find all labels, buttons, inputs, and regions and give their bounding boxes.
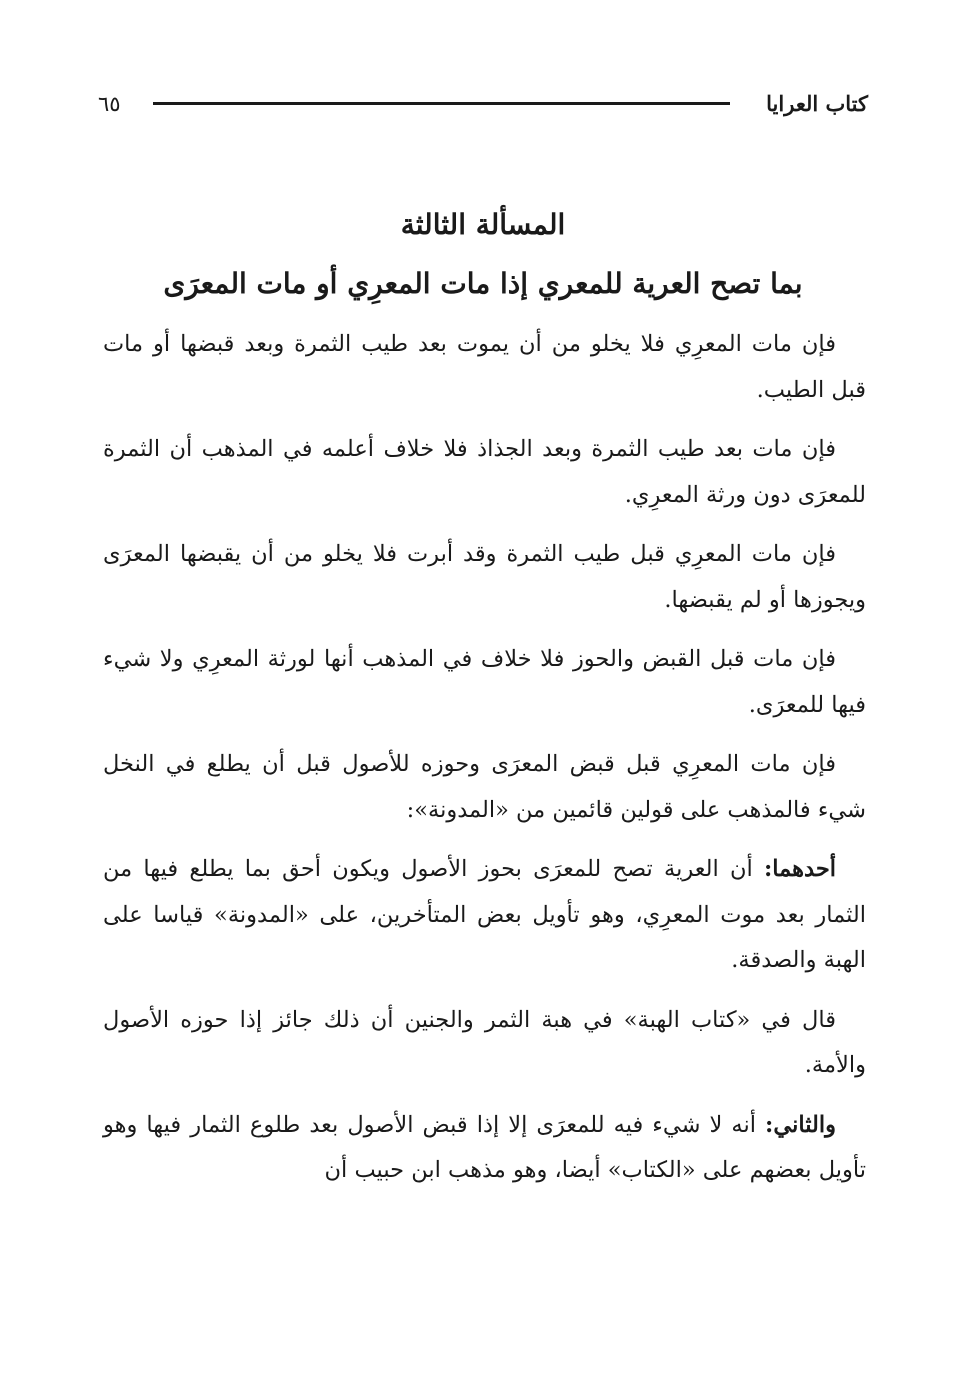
book-title: كتاب العرايا	[766, 91, 868, 116]
paragraph-lead: أحدهما:	[763, 856, 836, 882]
paragraph-text: أنه لا شيء فيه للمعرَى إلا إذا قبض الأصول بعد طلوع الثمار فيها وهو تأويل بعضهم على «الكتاب» أيضا، وهو مذهب ابن حبيب أن	[103, 1111, 866, 1183]
body-text	[103, 322, 866, 1208]
paragraph-4	[103, 637, 866, 728]
paragraph-text: فإن مات قبل القبض والحوز فلا خلاف في المذهب أنها لورثة المعرِي ولا شيء فيها للمعرَى.	[103, 646, 866, 718]
paragraph-5	[103, 742, 866, 833]
section-title: المسألة الثالثة	[400, 208, 566, 241]
paragraph-text: فإن مات المعرِي فلا يخلو من أن يموت بعد طيب الثمرة وبعد قبضها أو مات قبل الطيب.	[103, 331, 866, 403]
page-number: ٦٥	[98, 92, 121, 116]
paragraph-8	[103, 1103, 866, 1194]
paragraph-text: فإن مات المعرِي قبل قبض المعرَى وحوزه للأصول قبل أن يطلع في النخل شيء فالمذهب على قولين قائمين من «المدونة»:	[103, 751, 866, 823]
paragraph-7	[103, 998, 866, 1089]
paragraph-3	[103, 532, 866, 623]
paragraph-1	[103, 322, 866, 413]
paragraph-text: قال في «كتاب الهبة» في هبة الثمر والجنين أن ذلك جائز إذا حوزه الأصول والأمة.	[103, 1006, 866, 1078]
paragraph-6	[103, 847, 866, 984]
paragraph-2	[103, 427, 866, 518]
paragraph-text: أن العرية تصح للمعرَى بحوز الأصول ويكون أحق بما يطلع فيها من الثمار بعد موت المعرِي، وهو تأويل بعض المتأخرين، على «المدونة» قياسا على الهبة والصدقة.	[103, 856, 866, 973]
running-header	[98, 88, 868, 120]
header-rule	[153, 102, 730, 105]
paragraph-text: فإن مات بعد طيب الثمرة وبعد الجذاذ فلا خلاف أعلمه في المذهب أن الثمرة للمعرَى دون ورثة المعرِي.	[103, 436, 866, 508]
section-subtitle: بما تصح العرية للمعري إذا مات المعرِي أو مات المعرَى	[163, 267, 803, 300]
paragraph-text: فإن مات المعرِي قبل طيب الثمرة وقد أبرت فلا يخلو من أن يقبضها المعرَى ويجوزها أو لم يقبضها.	[103, 541, 866, 613]
paragraph-lead: والثاني:	[765, 1111, 836, 1138]
